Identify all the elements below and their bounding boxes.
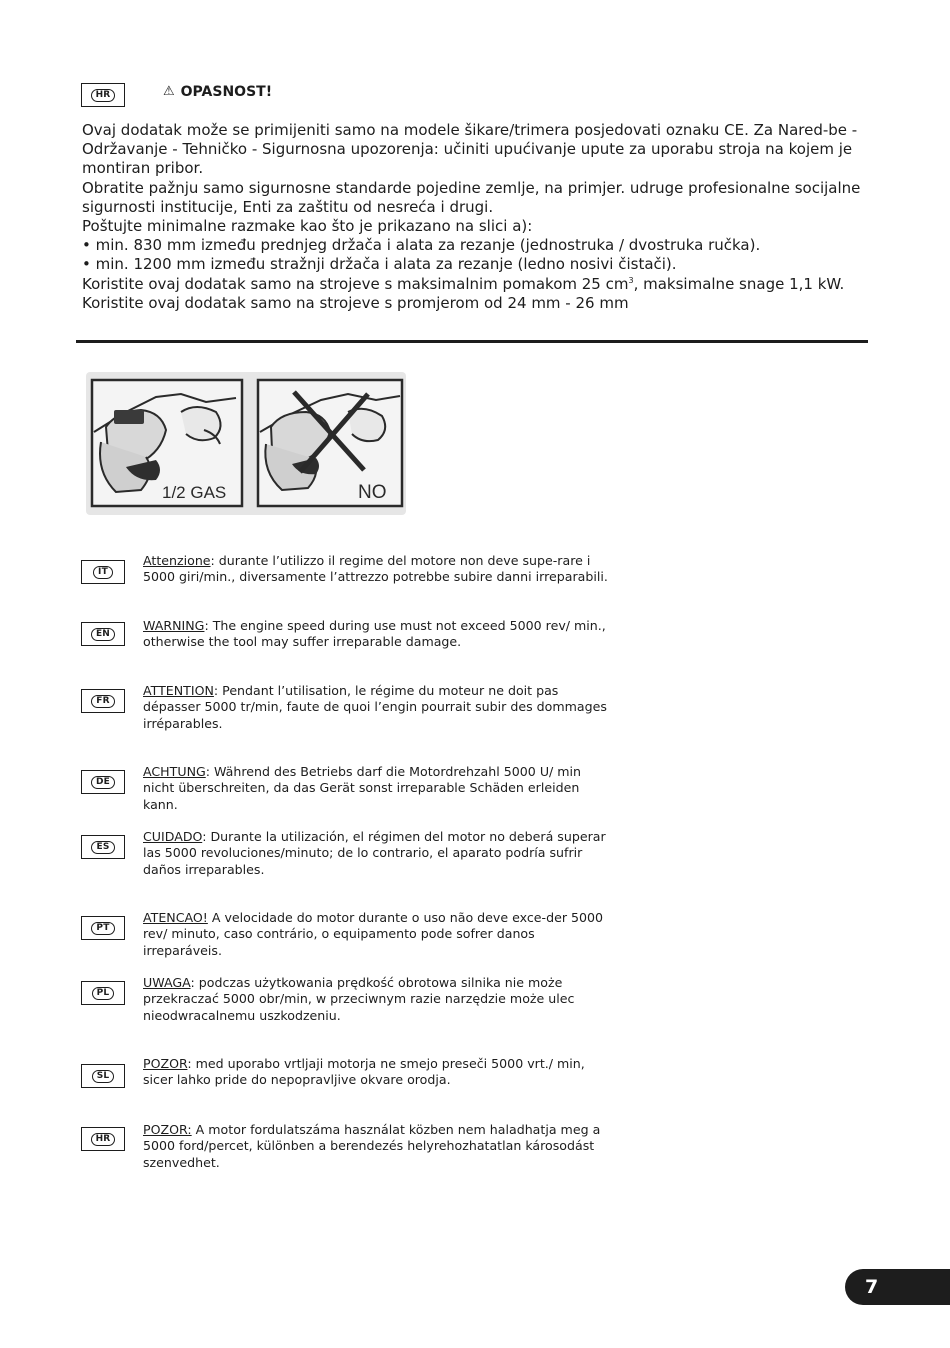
paragraph: Obratite pažnju samo sigurnosne standarde pojedine zemlje, na primjer. udruge profesionalne socijalne sigurnosti institucije, Enti za zaštitu od nesreća i drugi. — [82, 178, 861, 216]
language-badge-pt — [81, 916, 125, 940]
paragraph: Koristite ovaj dodatak samo na strojeve s promjerom od 24 mm - 26 mm — [82, 293, 629, 312]
note-text: : podczas użytkowania prędkość obrotowa silnika nie może przekraczać 5000 obr/min, w przeciwnym razie narzędzie może ulec nieodwracalnemu uszkodzeniu. — [143, 975, 575, 1023]
note-pl — [143, 975, 613, 1024]
note-heading: ACHTUNG — [143, 764, 206, 779]
note-es — [143, 829, 613, 878]
note-text: : durante l’utilizzo il regime del motore non deve supe-rare i 5000 giri/min., diversamente l’attrezzo potrebbe subire danni irreparabili. — [143, 553, 608, 585]
superscript: 3 — [628, 275, 634, 285]
language-code: HR — [91, 89, 116, 102]
note-text: : med uporabo vrtljaji motorja ne smejo preseči 5000 vrt./ min, sicer lahko pride do nepopravljive okvare orodja. — [143, 1056, 585, 1088]
note-heading: CUIDADO — [143, 829, 203, 844]
paragraph — [82, 275, 874, 294]
section-divider — [76, 340, 868, 343]
note-heading: ATENCAO! — [143, 910, 208, 925]
note-text: : The engine speed during use must not exceed 5000 rev/ min., otherwise the tool may suffer irreparable damage. — [143, 618, 606, 650]
language-badge-hr — [81, 83, 125, 107]
language-code: FR — [91, 695, 114, 708]
paragraph: Poštujte minimalne razmake kao što je prikazano na slici a): — [82, 217, 533, 236]
note-de — [143, 764, 613, 813]
note-heading: ATTENTION — [143, 683, 214, 698]
note-text: A motor fordulatszáma használat közben nem haladhatja meg a 5000 ford/percet, különben a berendezés helyrehozhatatlan károsodást szenvedhet. — [143, 1122, 601, 1170]
bullet-item: • min. 1200 mm između stražnji držača i alata za rezanje (ledno nosivi čistači). — [82, 255, 677, 274]
paragraph: Ovaj dodatak može se primijeniti samo na modele šikare/trimera posjedovati oznaku CE. Za Nared-be - Održavanje - Tehničko - Sigurnosna upozorenja: učiniti upućivanje upute za uporabu stroja na kojem je montiran pribor. — [82, 121, 858, 178]
language-badge-hr — [81, 1127, 125, 1151]
note-en — [143, 618, 613, 651]
page-number: 7 — [845, 1269, 950, 1305]
language-code: PL — [92, 987, 115, 1000]
text-fragment: Koristite ovaj dodatak samo na strojeve s maksimalnim pomakom 25 cm — [82, 274, 629, 293]
language-code: ES — [91, 841, 114, 854]
note-sl — [143, 1056, 613, 1089]
language-badge-en — [81, 622, 125, 646]
bullet-item: • min. 830 mm između prednjeg držača i alata za rezanje (jednostruka / dvostruka ručka). — [82, 236, 761, 255]
language-badge-it — [81, 560, 125, 584]
warning-triangle-icon: ⚠ — [163, 84, 175, 99]
language-code: SL — [92, 1070, 115, 1083]
warning-title-text: OPASNOST! — [180, 84, 273, 100]
note-heading: POZOR: — [143, 1122, 192, 1137]
note-it — [143, 553, 613, 586]
language-badge-sl — [81, 1064, 125, 1088]
note-heading: POZOR — [143, 1056, 188, 1071]
note-text: : Während des Betriebs darf die Motordrehzahl 5000 U/ min nicht überschreiten, da das Gerät sonst irreparable Schäden erleiden kann. — [143, 764, 582, 812]
note-fr — [143, 683, 613, 732]
language-code: PT — [91, 922, 114, 935]
main-instructions — [82, 121, 874, 313]
note-heading: WARNING — [143, 618, 205, 633]
language-badge-es — [81, 835, 125, 859]
language-badge-fr — [81, 689, 125, 713]
half-gas-label: 1/2 GAS — [162, 483, 227, 502]
note-text: A velocidade do motor durante o uso não deve exce-der 5000 rev/ minuto, caso contrário, o equipamento pode sofrer danos irreparáveis. — [143, 910, 604, 958]
note-heading: Attenzione — [143, 553, 211, 568]
language-code: HR — [91, 1133, 116, 1146]
language-code: IT — [93, 566, 113, 579]
text-fragment: , maksimalne snage 1,1 kW. — [633, 274, 845, 293]
language-code: EN — [91, 628, 115, 641]
language-badge-de — [81, 770, 125, 794]
warning-heading — [163, 83, 272, 101]
language-code: DE — [91, 776, 115, 789]
note-heading: UWAGA — [143, 975, 191, 990]
language-badge-pl — [81, 981, 125, 1005]
note-hr — [143, 1122, 613, 1171]
note-text: : Durante la utilización, el régimen del motor no deberá superar las 5000 revoluciones/minuto; de lo contrario, el aparato podría sufrir daños irreparables. — [143, 829, 606, 877]
note-pt — [143, 910, 613, 959]
no-label: NO — [358, 482, 387, 503]
note-text: : Pendant l’utilisation, le régime du moteur ne doit pas dépasser 5000 tr/min, faute de quoi l’engin pourrait subir des dommages irréparables. — [143, 683, 607, 731]
throttle-illustration — [86, 372, 406, 515]
